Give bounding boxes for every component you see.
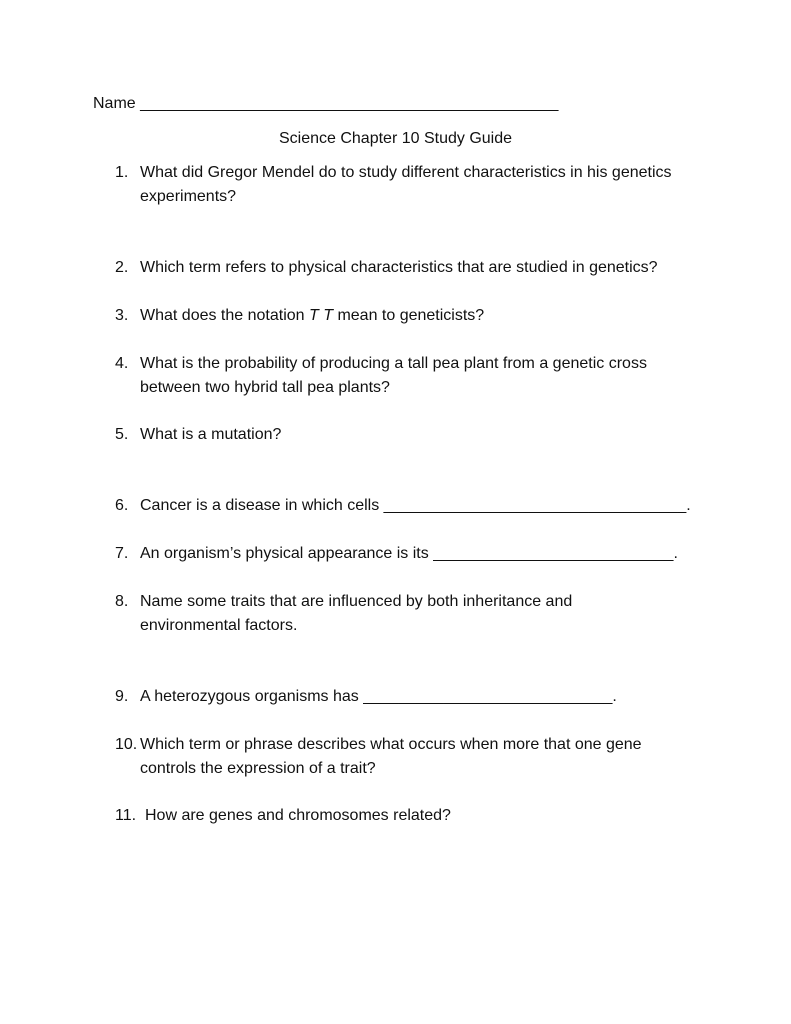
question-7 xyxy=(115,542,715,566)
question-2 xyxy=(115,256,715,280)
question-number: 10. xyxy=(115,736,138,753)
question-11 xyxy=(115,804,715,828)
question-text: Name some traits that are influenced by both inheritance and environmental factors. xyxy=(140,593,573,634)
question-text: A heterozygous organisms has ____________________________. xyxy=(140,688,617,705)
question-text: What is a mutation? xyxy=(140,426,282,443)
question-8 xyxy=(115,590,715,638)
question-4 xyxy=(115,352,715,400)
question-text-start: What does the notation xyxy=(140,307,309,324)
page-title: Science Chapter 10 Study Guide xyxy=(278,130,513,147)
question-text-end: mean to geneticists? xyxy=(333,307,485,324)
question-number: 9. xyxy=(115,688,129,705)
question-text: What did Gregor Mendel do to study different characteristics in his genetics experiments? xyxy=(140,164,672,205)
genotype-notation: T T xyxy=(309,307,333,324)
question-6 xyxy=(115,494,715,518)
question-number: 4. xyxy=(115,355,129,372)
name-field-label: Name _______________________________________________ xyxy=(93,95,559,112)
question-text: Which term or phrase describes what occurs when more that one gene controls the expression of a trait? xyxy=(140,736,642,777)
question-9 xyxy=(115,685,715,709)
question-number: 5. xyxy=(115,426,129,443)
question-text: What is the probability of producing a tall pea plant from a genetic cross between two hybrid tall pea plants? xyxy=(140,355,647,396)
question-text: Cancer is a disease in which cells __________________________________. xyxy=(140,497,691,514)
question-number: 7. xyxy=(115,545,129,562)
question-number: 6. xyxy=(115,497,129,514)
question-1 xyxy=(115,161,715,209)
question-number: 3. xyxy=(115,307,129,324)
question-number: 1. xyxy=(115,164,129,181)
question-text: How are genes and chromosomes related? xyxy=(145,807,451,824)
question-number: 8. xyxy=(115,593,129,610)
question-text: An organism’s physical appearance is its ___________________________. xyxy=(140,545,678,562)
question-number: 11. xyxy=(115,807,137,824)
question-5 xyxy=(115,423,715,447)
question-text xyxy=(140,304,715,328)
question-text: Which term refers to physical characteristics that are studied in genetics? xyxy=(140,259,658,276)
question-3 xyxy=(115,304,715,328)
question-number: 2. xyxy=(115,259,129,276)
question-10 xyxy=(115,733,715,781)
